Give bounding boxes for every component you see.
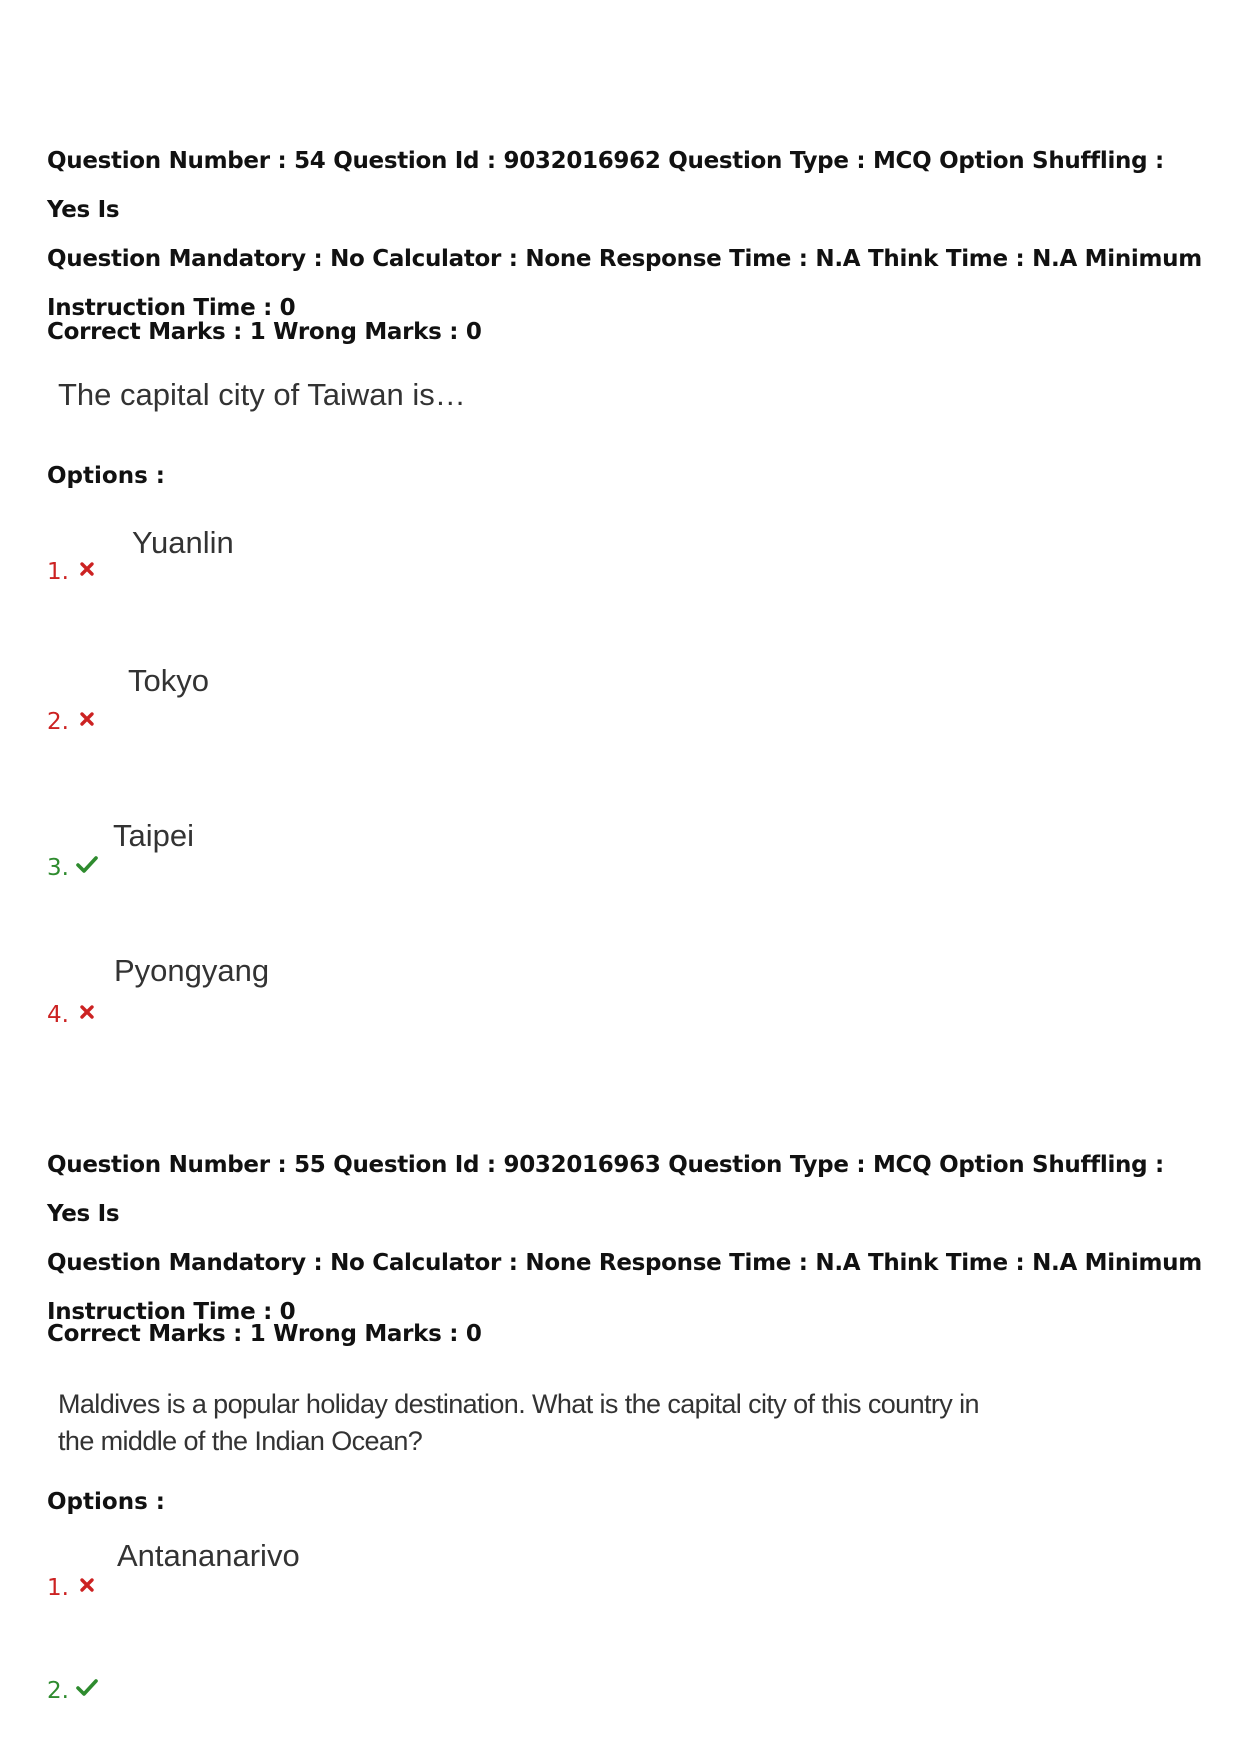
cross-icon — [79, 1577, 95, 1593]
options-label: Options : — [47, 1489, 165, 1515]
option-number: 3. — [47, 855, 69, 881]
check-icon — [76, 1679, 98, 1697]
question-meta-line: Question Number : 55 Question Id : 9032016963 Question Type : MCQ Option Shuffling : Yes Is — [47, 1152, 1164, 1227]
question-text-line: the middle of the Indian Ocean? — [58, 1426, 423, 1456]
cross-icon — [79, 1004, 95, 1020]
question-meta-line: Question Number : 54 Question Id : 9032016962 Question Type : MCQ Option Shuffling : Yes Is — [47, 148, 1164, 223]
question-text: The capital city of Taiwan is… — [58, 377, 466, 412]
option-text: Pyongyang — [114, 953, 270, 988]
question-meta — [47, 1141, 1207, 1337]
option-number: 2. — [47, 1678, 69, 1704]
option-number: 1. — [47, 1575, 69, 1601]
option-text: Yuanlin — [132, 525, 234, 560]
question-meta-line: Instruction Time : 0 — [47, 295, 296, 321]
options-label: Options : — [47, 463, 165, 489]
question-text-line: Maldives is a popular holiday destination. What is the capital city of this country in — [58, 1389, 979, 1419]
cross-icon — [79, 561, 95, 577]
question-meta-line: Question Mandatory : No Calculator : None Response Time : N.A Think Time : N.A Minimum — [47, 246, 1202, 272]
cross-icon — [79, 711, 95, 727]
option-number: 1. — [47, 559, 69, 585]
check-icon — [76, 856, 98, 874]
option-number: 4. — [47, 1002, 69, 1028]
option-text: Taipei — [113, 818, 194, 853]
question-marks: Correct Marks : 1 Wrong Marks : 0 — [47, 1321, 482, 1347]
question-marks: Correct Marks : 1 Wrong Marks : 0 — [47, 319, 482, 345]
question-meta-line: Instruction Time : 0 — [47, 1299, 296, 1325]
option-text: Tokyo — [128, 663, 209, 698]
question-meta — [47, 137, 1207, 333]
question-text — [58, 1386, 979, 1460]
question-meta-line: Question Mandatory : No Calculator : None Response Time : N.A Think Time : N.A Minimum — [47, 1250, 1202, 1276]
option-text: Antananarivo — [117, 1538, 300, 1573]
option-number: 2. — [47, 709, 69, 735]
